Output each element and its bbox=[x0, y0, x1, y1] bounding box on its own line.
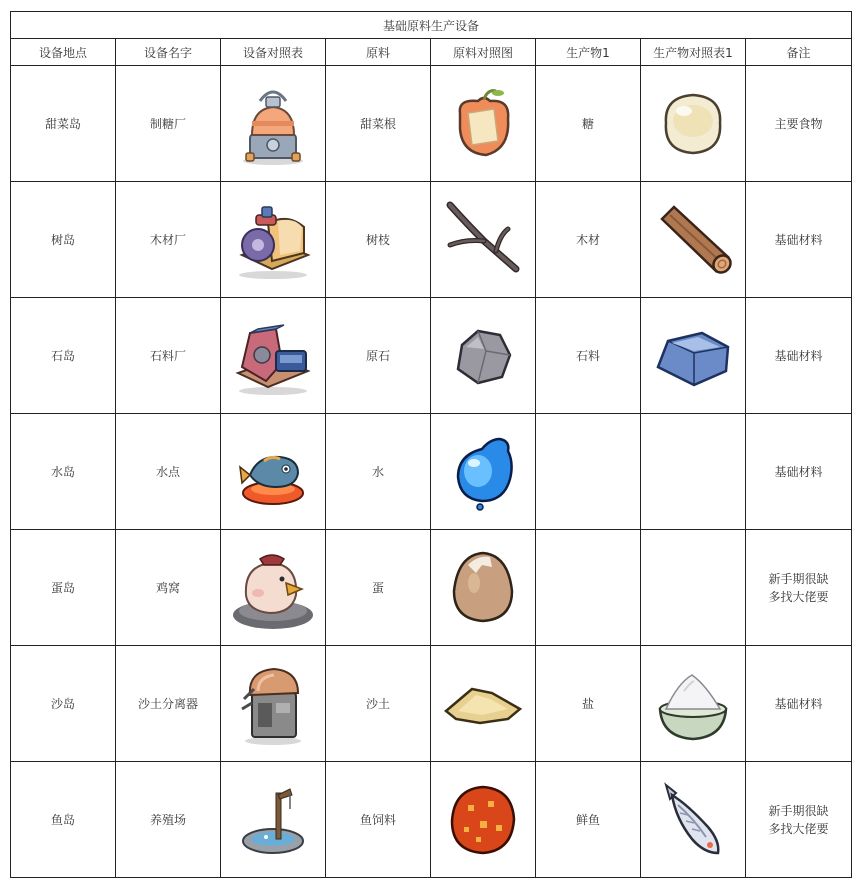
note-line: 多找大佬要 bbox=[768, 821, 829, 836]
table-row bbox=[11, 182, 852, 298]
device-cell: 木材厂 bbox=[116, 182, 221, 298]
product-image-cell bbox=[641, 298, 746, 414]
header-device-image: 设备对照表 bbox=[221, 39, 326, 66]
device-image-cell bbox=[221, 646, 326, 762]
material-cell: 原石 bbox=[326, 298, 431, 414]
note-cell bbox=[746, 298, 852, 414]
product-image-cell bbox=[641, 646, 746, 762]
product-cell: 糖 bbox=[536, 66, 641, 182]
product-image-cell bbox=[641, 762, 746, 878]
material-image-cell bbox=[431, 66, 536, 182]
note-line: 基础材料 bbox=[774, 348, 823, 363]
product-cell bbox=[536, 530, 641, 646]
device-cell: 制糖厂 bbox=[116, 66, 221, 182]
sand-pile-icon bbox=[438, 659, 528, 749]
device-cell: 沙土分离器 bbox=[116, 646, 221, 762]
production-table bbox=[10, 11, 852, 878]
material-cell: 甜菜根 bbox=[326, 66, 431, 182]
note-cell bbox=[746, 762, 852, 878]
product-cell: 石料 bbox=[536, 298, 641, 414]
material-cell: 蛋 bbox=[326, 530, 431, 646]
note-line: 基础材料 bbox=[774, 464, 823, 479]
location-cell: 水岛 bbox=[11, 414, 116, 530]
fish-farm-icon bbox=[228, 775, 318, 865]
product-image-cell bbox=[641, 414, 746, 530]
device-image-cell bbox=[221, 182, 326, 298]
sugar-icon bbox=[648, 79, 738, 169]
location-cell: 树岛 bbox=[11, 182, 116, 298]
header-device: 设备名字 bbox=[116, 39, 221, 66]
table-row bbox=[11, 414, 852, 530]
device-image-cell bbox=[221, 66, 326, 182]
wood-log-icon bbox=[648, 195, 738, 285]
device-image-cell bbox=[221, 298, 326, 414]
location-cell: 甜菜岛 bbox=[11, 66, 116, 182]
water-point-icon bbox=[228, 427, 318, 517]
water-drop-icon bbox=[438, 427, 528, 517]
sand-separator-icon bbox=[228, 659, 318, 749]
location-cell: 石岛 bbox=[11, 298, 116, 414]
stone-block-icon bbox=[648, 311, 738, 401]
table-row bbox=[11, 66, 852, 182]
device-image-cell bbox=[221, 762, 326, 878]
table-row bbox=[11, 762, 852, 878]
branch-icon bbox=[438, 195, 528, 285]
device-image-cell bbox=[221, 414, 326, 530]
note-line: 主要食物 bbox=[774, 116, 823, 131]
material-image-cell bbox=[431, 182, 536, 298]
header-material-image: 原料对照图 bbox=[431, 39, 536, 66]
product-cell: 鲜鱼 bbox=[536, 762, 641, 878]
product-cell: 盐 bbox=[536, 646, 641, 762]
note-line: 新手期很缺 bbox=[768, 571, 829, 586]
salt-bowl-icon bbox=[648, 659, 738, 749]
fish-feed-icon bbox=[438, 775, 528, 865]
raw-stone-icon bbox=[438, 311, 528, 401]
product-image-cell bbox=[641, 66, 746, 182]
table-row bbox=[11, 298, 852, 414]
title-row bbox=[11, 12, 852, 39]
location-cell: 蛋岛 bbox=[11, 530, 116, 646]
note-cell bbox=[746, 66, 852, 182]
material-image-cell bbox=[431, 298, 536, 414]
note-line: 新手期很缺 bbox=[768, 803, 829, 818]
device-cell: 养殖场 bbox=[116, 762, 221, 878]
note-line: 基础材料 bbox=[774, 232, 823, 247]
note-cell bbox=[746, 182, 852, 298]
product-cell bbox=[536, 414, 641, 530]
material-image-cell bbox=[431, 646, 536, 762]
material-image-cell bbox=[431, 414, 536, 530]
product-cell: 木材 bbox=[536, 182, 641, 298]
device-cell: 水点 bbox=[116, 414, 221, 530]
product-image-cell bbox=[641, 530, 746, 646]
header-product: 生产物1 bbox=[536, 39, 641, 66]
material-image-cell bbox=[431, 530, 536, 646]
material-cell: 鱼饲料 bbox=[326, 762, 431, 878]
table-row bbox=[11, 530, 852, 646]
note-cell bbox=[746, 530, 852, 646]
location-cell: 沙岛 bbox=[11, 646, 116, 762]
table-title: 基础原料生产设备 bbox=[11, 12, 852, 39]
note-cell bbox=[746, 414, 852, 530]
device-cell: 鸡窝 bbox=[116, 530, 221, 646]
table-row bbox=[11, 646, 852, 762]
stone-factory-icon bbox=[228, 311, 318, 401]
note-line: 多找大佬要 bbox=[768, 589, 829, 604]
material-cell: 沙土 bbox=[326, 646, 431, 762]
egg-icon bbox=[438, 543, 528, 633]
lumber-mill-icon bbox=[228, 195, 318, 285]
product-image-cell bbox=[641, 182, 746, 298]
material-image-cell bbox=[431, 762, 536, 878]
device-cell: 石料厂 bbox=[116, 298, 221, 414]
sugar-factory-icon bbox=[228, 79, 318, 169]
location-cell: 鱼岛 bbox=[11, 762, 116, 878]
header-note: 备注 bbox=[746, 39, 852, 66]
note-cell bbox=[746, 646, 852, 762]
fresh-fish-icon bbox=[648, 775, 738, 865]
header-location: 设备地点 bbox=[11, 39, 116, 66]
header-product-image: 生产物对照表1 bbox=[641, 39, 746, 66]
chicken-coop-icon bbox=[228, 543, 318, 633]
header-row bbox=[11, 39, 852, 66]
note-line: 基础材料 bbox=[774, 696, 823, 711]
beetroot-icon bbox=[438, 79, 528, 169]
material-cell: 水 bbox=[326, 414, 431, 530]
device-image-cell bbox=[221, 530, 326, 646]
material-cell: 树枝 bbox=[326, 182, 431, 298]
header-material: 原料 bbox=[326, 39, 431, 66]
